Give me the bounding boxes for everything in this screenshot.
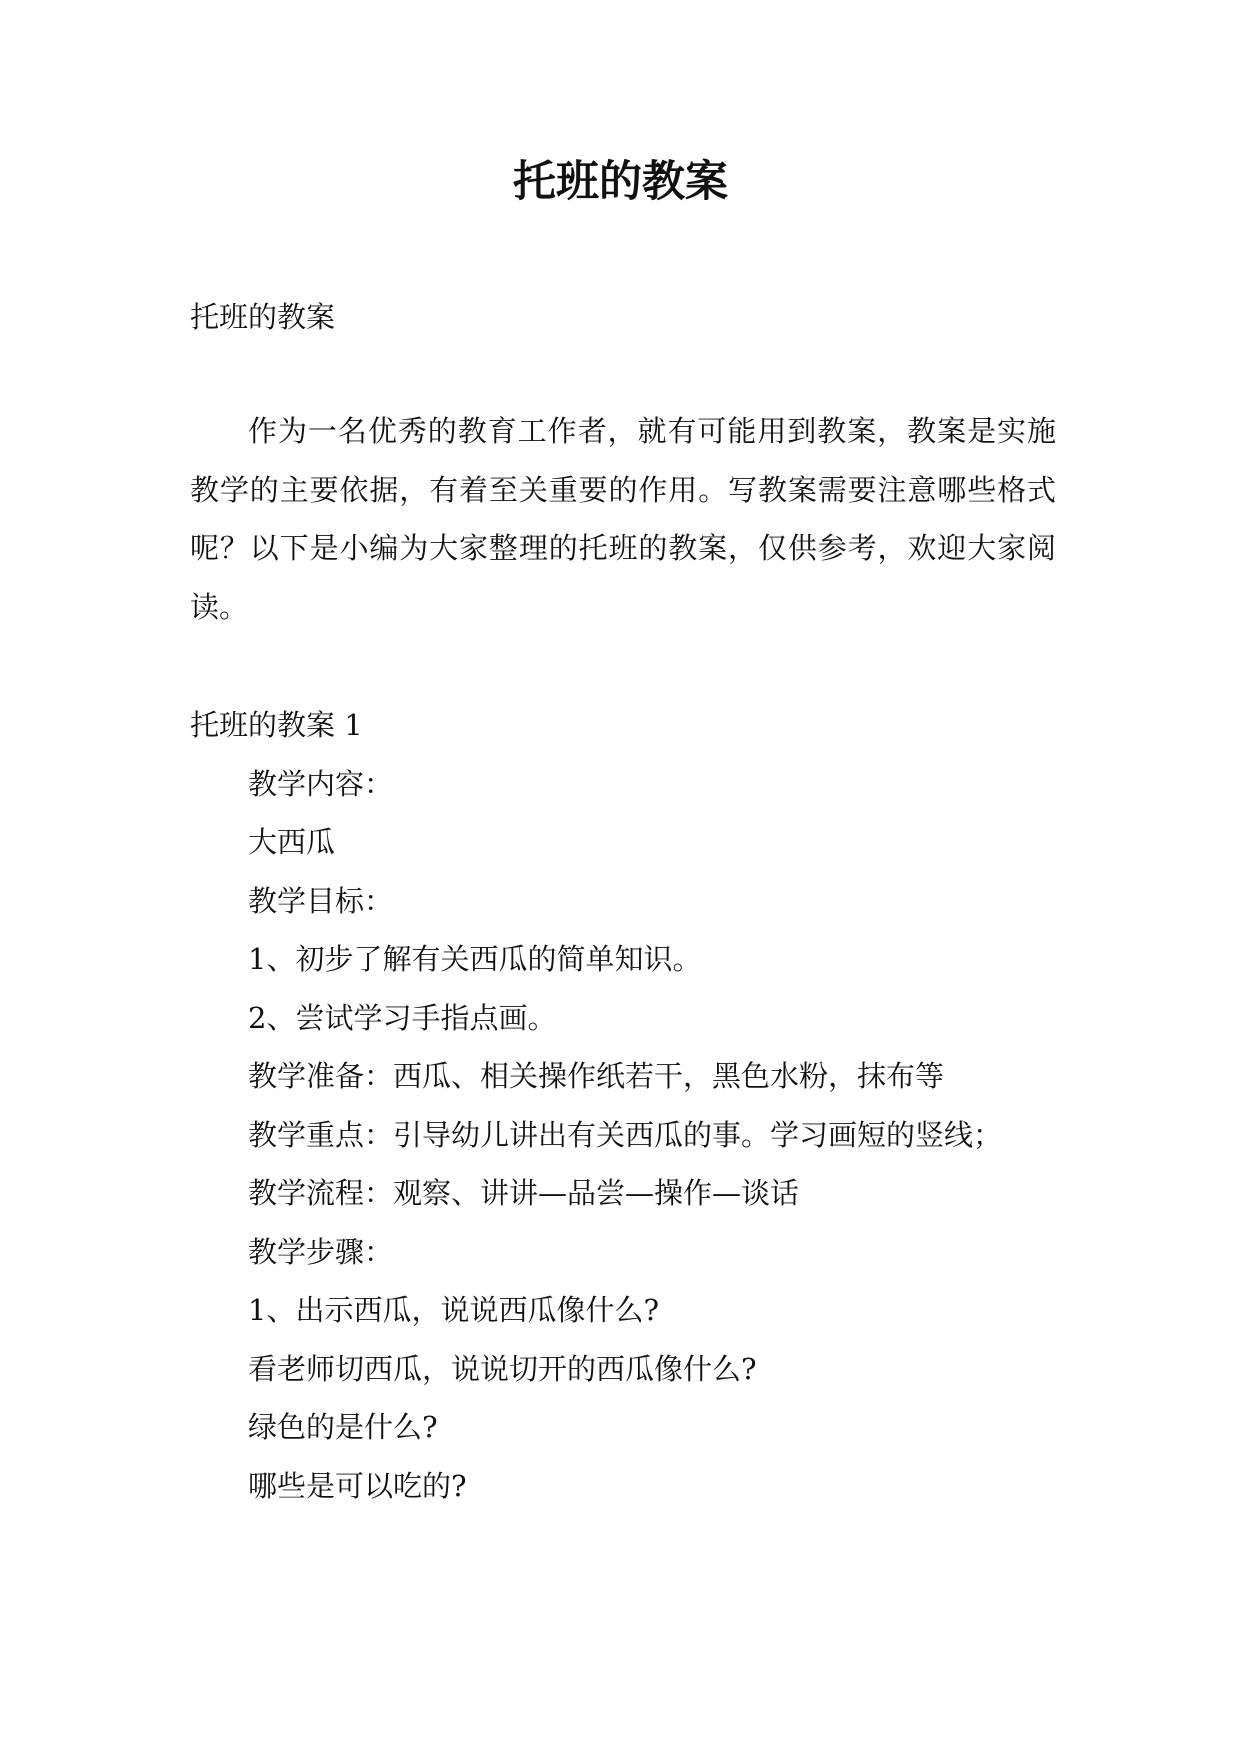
lesson-line-step-1b: 绿色的是什么? <box>248 1410 438 1444</box>
document-subtitle: 托班的教案 <box>190 300 336 334</box>
lesson-line-step-1: 1、出示西瓜，说说西瓜像什么? <box>248 1293 659 1327</box>
lesson-line-content-label: 教学内容： <box>248 766 394 801</box>
lesson-line-preparation: 教学准备：西瓜、相关操作纸若干，黑色水粉，抹布等 <box>248 1059 945 1093</box>
intro-paragraph: 作为一名优秀的教育工作者，就有可能用到教案，教案是实施教学的主要依据，有着至关重要的作用。写教案需要注意哪些格式呢？以下是小编为大家整理的托班的教案，仅供参考，欢迎大家阅读。 <box>190 414 1056 624</box>
document-title: 托班的教案 <box>513 157 728 207</box>
document-body <box>190 288 1056 1515</box>
lesson-line-content: 大西瓜 <box>248 825 336 859</box>
section-heading: 托班的教案 1 <box>190 708 363 742</box>
lesson-line-steps-label: 教学步骤： <box>248 1234 394 1269</box>
lesson-line-flow: 教学流程：观察、讲讲—品尝—操作—谈话 <box>248 1176 800 1210</box>
lesson-line-step-1c: 哪些是可以吃的? <box>248 1468 467 1503</box>
lesson-line-goal-2: 2、尝试学习手指点画。 <box>248 1000 557 1035</box>
lesson-line-key-points: 教学重点：引导幼儿讲出有关西瓜的事。学习画短的竖线； <box>248 1117 1003 1152</box>
lesson-line-goals-label: 教学目标： <box>248 883 394 918</box>
lesson-line-goal-1: 1、初步了解有关西瓜的简单知识。 <box>248 942 702 976</box>
lesson-line-step-1a: 看老师切西瓜，说说切开的西瓜像什么? <box>248 1351 757 1386</box>
